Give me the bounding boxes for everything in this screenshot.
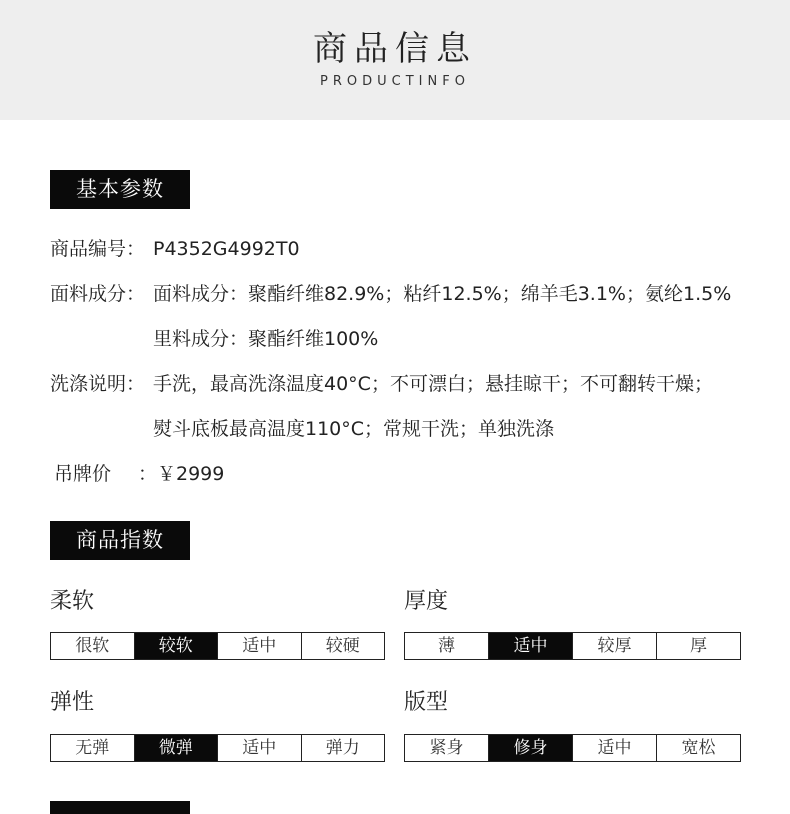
row-lining <box>50 327 378 351</box>
scale-option[interactable]: 厚 <box>657 633 740 659</box>
scale-elasticity <box>50 734 385 762</box>
scale-option[interactable]: 适中 <box>573 735 657 761</box>
row-fabric <box>50 282 731 306</box>
price-value: ￥2999 <box>157 463 225 485</box>
fabric-main-value: 面料成分：聚酯纤维82.9%；粘纤12.5%；绵羊毛3.1%；氨纶1.5% <box>153 283 732 305</box>
scale-thickness <box>404 632 741 660</box>
section-label-index: 商品指数 <box>50 521 190 560</box>
scale-option[interactable]: 宽松 <box>657 735 740 761</box>
index-title-softness: 柔软 <box>50 589 95 614</box>
price-key: 吊牌价 <box>54 463 112 485</box>
price-colon: ： <box>138 463 158 485</box>
row-wash-2 <box>50 417 554 441</box>
scale-option[interactable]: 弹力 <box>302 735 385 761</box>
wash-key: 洗涤说明： <box>50 373 146 395</box>
row-wash <box>50 372 713 396</box>
scale-softness <box>50 632 385 660</box>
page-subtitle: PRODUCTINFO <box>320 74 470 89</box>
wash-line-2: 熨斗底板最高温度110°C；常规干洗；单独洗涤 <box>153 418 555 440</box>
scale-option[interactable]: 修身 <box>489 735 573 761</box>
scale-fit <box>404 734 741 762</box>
scale-option[interactable]: 薄 <box>405 633 489 659</box>
product-code-key: 商品编号： <box>50 238 146 260</box>
section-label-next-cropped <box>50 801 190 814</box>
index-title-elasticity: 弹性 <box>50 690 95 715</box>
scale-option[interactable]: 较硬 <box>302 633 385 659</box>
wash-line-1: 手洗，最高洗涤温度40°C；不可漂白；悬挂晾干；不可翻转干燥； <box>153 373 713 395</box>
scale-option[interactable]: 紧身 <box>405 735 489 761</box>
scale-option[interactable]: 较厚 <box>573 633 657 659</box>
product-code-value: P4352G4992T0 <box>153 238 300 260</box>
scale-option[interactable]: 较软 <box>135 633 219 659</box>
row-product-code <box>50 237 300 261</box>
scale-option[interactable]: 适中 <box>218 633 302 659</box>
index-title-fit: 版型 <box>404 690 449 715</box>
scale-option[interactable]: 适中 <box>218 735 302 761</box>
scale-option[interactable]: 无弹 <box>51 735 135 761</box>
fabric-key: 面料成分： <box>50 283 146 305</box>
scale-option[interactable]: 微弹 <box>135 735 219 761</box>
scale-option[interactable]: 很软 <box>51 633 135 659</box>
scale-option[interactable]: 适中 <box>489 633 573 659</box>
section-label-basic: 基本参数 <box>50 170 190 209</box>
info-header <box>0 0 790 120</box>
row-price <box>50 462 224 486</box>
index-title-thickness: 厚度 <box>404 589 449 614</box>
page-title: 商品信息 <box>313 29 477 69</box>
fabric-lining-value: 里料成分：聚酯纤维100% <box>153 328 379 350</box>
